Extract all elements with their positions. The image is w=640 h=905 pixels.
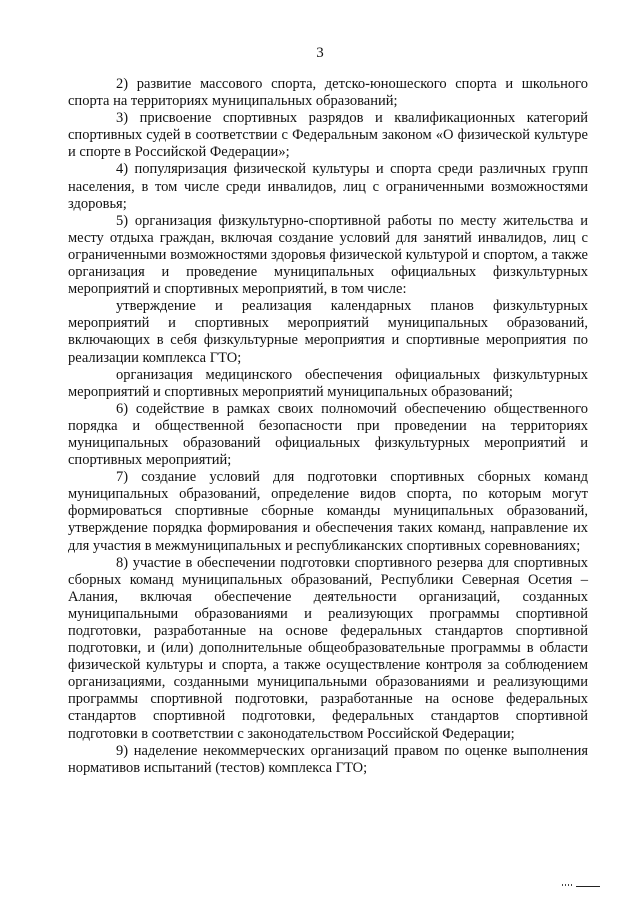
paragraph-7: 7) создание условий для подготовки спортивных сборных команд муниципальных образований, определение видов спорта, по которым могут формироваться спортивные сборные команды муниципальных образований, утверждение порядка формирования и обеспечения таких команд, направление их для участия в межмуниципальных и республиканских спортивных соревнованиях; [68,469,588,554]
paragraph-5-subitem-medical: организация медицинского обеспечения официальных физкультурных мероприятий и спортивных мероприятий муниципальных образований; [68,366,588,400]
paragraph-5: 5) организация физкультурно-спортивной работы по месту жительства и месту отдыха граждан, включая создание условий для занятий инвалидов, лиц с ограниченными возможностями здоровья физической культурой и спортом, а также организация и проведение муниципальных официальных физкультурных мероприятий и спортивных мероприятий, в том числе: [68,212,588,298]
paragraph-4: 4) популяризация физической культуры и спорта среди различных групп населения, в том числе среди инвалидов, лиц с ограниченными возможностями здоровья; [68,161,588,212]
paragraph-8: 8) участие в обеспечении подготовки спортивного резерва для спортивных сборных команд муниципальных образований, Республики Северная Осетия – Алания, включая обеспечение деятельности организаций, созданных муниципальными образованиями и реализующих программы спортивной подготовки, разработанные на основе федеральных стандартов спортивной подготовки, и (или) дополнительные общеобразовательные программы в области физической культуры и спорта, а также осуществление контроля за соблюдением организациями, созданными муниципальными образованиями и реализующими программы спортивной подготовки, разработанные на основе федеральных стандартов спортивной подготовки, федеральных стандартов спортивной подготовки в соответствии с законодательством Российской Федерации; [68,554,588,742]
footer-line-mark [576,886,600,887]
paragraph-9: 9) наделение некоммерческих организаций правом по оценке выполнения нормативов испытаний (тестов) комплекса ГТО; [68,742,588,776]
paragraph-6: 6) содействие в рамках своих полномочий обеспечению общественного порядка и общественной безопасности при проведении на территориях муниципальных образований официальных физкультурных мероприятий и спортивных мероприятий; [68,400,588,469]
page-number: 3 [316,45,324,61]
footer-dots-mark [562,884,572,886]
document-body [68,76,588,777]
paragraph-2: 2) развитие массового спорта, детско-юношеского спорта и школьного спорта на территориях муниципальных образований; [68,76,588,110]
paragraph-5-subitem-calendar-plans: утверждение и реализация календарных планов физкультурных мероприятий и спортивных мероприятий муниципальных образований, включающих в себя физкультурные мероприятия и спортивные мероприятия по реализации комплекса ГТО; [68,298,588,366]
paragraph-3: 3) присвоение спортивных разрядов и квалификационных категорий спортивных судей в соответствии с Федеральным законом «О физической культуре и спорте в Российской Федерации»; [68,110,588,161]
